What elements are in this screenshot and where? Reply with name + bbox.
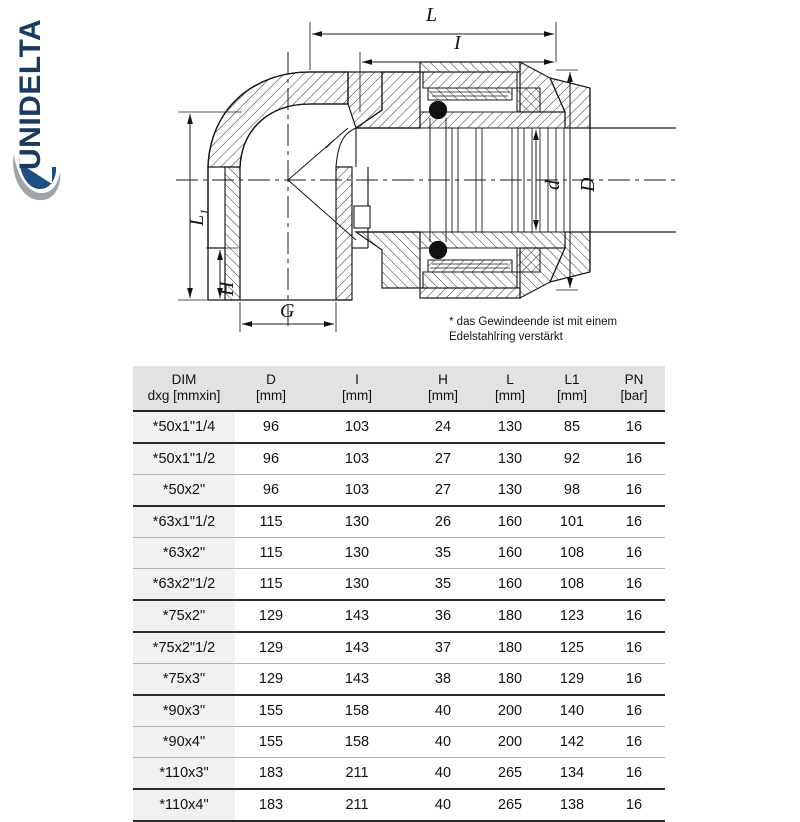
cell-i: 143 (307, 664, 407, 696)
cell-l: 265 (479, 758, 541, 790)
dimension-label-D: D (577, 177, 599, 192)
cell-d: 155 (235, 727, 307, 758)
table-row (133, 443, 665, 475)
specification-table (133, 366, 665, 822)
cell-i: 130 (307, 538, 407, 569)
cell-h: 35 (407, 538, 479, 569)
cell-d: 129 (235, 632, 307, 664)
table-row (133, 600, 665, 632)
cell-h: 40 (407, 758, 479, 790)
cell-l: 130 (479, 475, 541, 507)
cell-h: 40 (407, 727, 479, 758)
footnote-note (449, 315, 709, 345)
cell-i: 130 (307, 569, 407, 601)
cell-l: 160 (479, 538, 541, 569)
footnote-line-1: * das Gewindeende ist mit einem (449, 316, 618, 328)
cell-l: 180 (479, 664, 541, 696)
cell-dim: *90x3" (133, 695, 235, 727)
column-header-D-top: D (266, 372, 276, 388)
dimension-label-L: L (426, 4, 438, 26)
column-header-D (235, 366, 307, 411)
column-header-H-top: H (438, 372, 448, 388)
cell-pn: 16 (603, 632, 665, 664)
dimension-label-G: G (280, 300, 295, 322)
table-row (133, 727, 665, 758)
column-header-H (407, 366, 479, 411)
cell-l1: 134 (541, 758, 603, 790)
column-header-H-unit: [mm] (428, 388, 458, 403)
table-header (133, 366, 665, 411)
column-header-dim (133, 366, 235, 411)
cell-dim: *110x4" (133, 789, 235, 821)
column-header-dim-top: DIM (171, 372, 197, 388)
cell-i: 130 (307, 506, 407, 538)
cell-dim: *63x1"1/2 (133, 506, 235, 538)
technical-drawing (120, 0, 690, 360)
cell-d: 96 (235, 443, 307, 475)
cell-l: 200 (479, 727, 541, 758)
cell-i: 103 (307, 443, 407, 475)
cell-i: 143 (307, 600, 407, 632)
cell-l1: 108 (541, 569, 603, 601)
table-row (133, 758, 665, 790)
cell-h: 27 (407, 443, 479, 475)
cell-i: 103 (307, 475, 407, 507)
cell-l1: 125 (541, 632, 603, 664)
column-header-I (307, 366, 407, 411)
cell-l: 265 (479, 789, 541, 821)
cell-d: 96 (235, 475, 307, 507)
cell-l1: 92 (541, 443, 603, 475)
cell-h: 24 (407, 411, 479, 443)
column-header-L1-unit: [mm] (557, 388, 587, 403)
dimension-label-d: d (542, 180, 564, 190)
cell-pn: 16 (603, 569, 665, 601)
cell-pn: 16 (603, 664, 665, 696)
column-header-PN-unit: [bar] (620, 388, 648, 403)
column-header-L-unit: [mm] (495, 388, 525, 403)
column-header-D-unit: [mm] (256, 388, 286, 403)
dimension-label-L1: $L_1$ (186, 208, 211, 226)
cell-l1: 129 (541, 664, 603, 696)
table-body (133, 411, 665, 821)
cell-l: 160 (479, 569, 541, 601)
cell-l: 130 (479, 411, 541, 443)
column-header-I-top: I (355, 372, 359, 388)
cell-dim: *50x1"1/4 (133, 411, 235, 443)
cell-l: 160 (479, 506, 541, 538)
cell-d: 129 (235, 600, 307, 632)
brand-logo (0, 0, 72, 200)
table-row (133, 411, 665, 443)
table-row (133, 695, 665, 727)
cell-pn: 16 (603, 600, 665, 632)
cell-i: 211 (307, 789, 407, 821)
cell-d: 115 (235, 569, 307, 601)
cell-pn: 16 (603, 443, 665, 475)
cell-dim: *63x2"1/2 (133, 569, 235, 601)
cell-i: 103 (307, 411, 407, 443)
table-row (133, 475, 665, 507)
cell-dim: *75x3" (133, 664, 235, 696)
cell-h: 40 (407, 695, 479, 727)
column-header-L (479, 366, 541, 411)
cell-l1: 142 (541, 727, 603, 758)
table-row (133, 789, 665, 821)
cell-pn: 16 (603, 411, 665, 443)
cell-h: 27 (407, 475, 479, 507)
cell-pn: 16 (603, 758, 665, 790)
column-header-dim-unit: dxg [mmxin] (147, 388, 221, 403)
cell-pn: 16 (603, 475, 665, 507)
column-header-I-unit: [mm] (342, 388, 372, 403)
cell-dim: *50x2" (133, 475, 235, 507)
table-row (133, 569, 665, 601)
column-header-L1-top: L1 (564, 372, 580, 388)
cell-l1: 108 (541, 538, 603, 569)
dimension-label-I: I (454, 32, 461, 54)
cell-l1: 123 (541, 600, 603, 632)
cell-d: 183 (235, 789, 307, 821)
cell-l1: 138 (541, 789, 603, 821)
cell-dim: *75x2" (133, 600, 235, 632)
column-header-L1 (541, 366, 603, 411)
column-header-PN-top: PN (624, 372, 644, 388)
cell-i: 143 (307, 632, 407, 664)
cell-d: 115 (235, 538, 307, 569)
cell-h: 36 (407, 600, 479, 632)
cell-dim: *110x3" (133, 758, 235, 790)
cell-l: 200 (479, 695, 541, 727)
specification-table-container (133, 366, 665, 822)
cell-dim: *90x4" (133, 727, 235, 758)
table-row (133, 506, 665, 538)
table-row (133, 632, 665, 664)
cell-pn: 16 (603, 727, 665, 758)
cell-l1: 85 (541, 411, 603, 443)
table-row (133, 664, 665, 696)
cell-h: 35 (407, 569, 479, 601)
cell-h: 26 (407, 506, 479, 538)
cell-d: 183 (235, 758, 307, 790)
cell-dim: *75x2"1/2 (133, 632, 235, 664)
cell-pn: 16 (603, 506, 665, 538)
cell-pn: 16 (603, 695, 665, 727)
cell-l: 180 (479, 632, 541, 664)
cell-l1: 98 (541, 475, 603, 507)
brand-name: UNIDELTA (14, 18, 47, 170)
column-header-L-top: L (506, 372, 514, 388)
cell-d: 129 (235, 664, 307, 696)
cell-i: 158 (307, 727, 407, 758)
cell-l: 130 (479, 443, 541, 475)
cell-d: 96 (235, 411, 307, 443)
table-header-row (133, 366, 665, 411)
cell-h: 40 (407, 789, 479, 821)
cell-pn: 16 (603, 789, 665, 821)
cell-d: 115 (235, 506, 307, 538)
column-header-PN (603, 366, 665, 411)
cell-l1: 140 (541, 695, 603, 727)
fitting-cross-section-svg (120, 0, 690, 360)
cell-i: 158 (307, 695, 407, 727)
cell-l: 180 (479, 600, 541, 632)
cell-dim: *63x2" (133, 538, 235, 569)
cell-d: 155 (235, 695, 307, 727)
cell-pn: 16 (603, 538, 665, 569)
table-row (133, 538, 665, 569)
dimension-label-H: H (216, 281, 238, 296)
footnote-line-2: Edelstahlring verstärkt (449, 331, 563, 344)
cell-h: 37 (407, 632, 479, 664)
cell-l1: 101 (541, 506, 603, 538)
cell-h: 38 (407, 664, 479, 696)
cell-i: 211 (307, 758, 407, 790)
cell-dim: *50x1"1/2 (133, 443, 235, 475)
